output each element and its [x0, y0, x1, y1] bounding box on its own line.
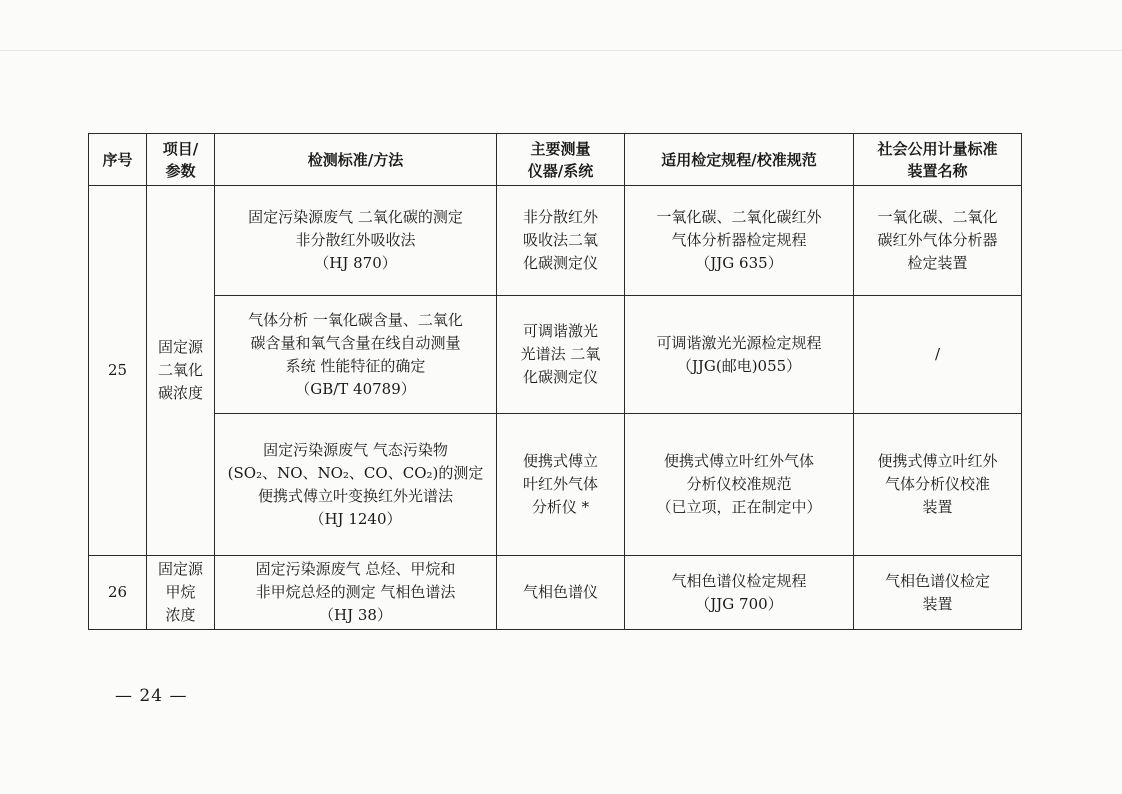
- header-item: 项目/ 参数: [147, 134, 215, 186]
- row-item-26: 固定源 甲烷 浓度: [147, 556, 215, 630]
- table-row: [89, 186, 1022, 296]
- row-method: 气体分析 一氧化碳含量、二氧化 碳含量和氧气含量在线自动测量 系统 性能特征的确定 （GB/T 40789）: [215, 296, 497, 414]
- row-method: 固定污染源废气 气态污染物 (SO₂、NO、NO₂、CO、CO₂)的测定 便携式傅立叶变换红外光谱法 （HJ 1240）: [215, 414, 497, 556]
- page-top-rule: [0, 50, 1122, 51]
- row-regulation: 一氧化碳、二氧化碳红外 气体分析器检定规程 （JJG 635）: [625, 186, 854, 296]
- table-row: [89, 296, 1022, 414]
- header-seq: 序号: [89, 134, 147, 186]
- header-device: 社会公用计量标准 装置名称: [854, 134, 1022, 186]
- row-instrument: 便携式傅立 叶红外气体 分析仪 *: [497, 414, 625, 556]
- table-header-row: [89, 134, 1022, 186]
- row-seq-25: 25: [89, 186, 147, 556]
- row-regulation: 便携式傅立叶红外气体 分析仪校准规范 （已立项，正在制定中）: [625, 414, 854, 556]
- row-device: 便携式傅立叶红外 气体分析仪校准 装置: [854, 414, 1022, 556]
- row-method: 固定污染源废气 二氧化碳的测定 非分散红外吸收法 （HJ 870）: [215, 186, 497, 296]
- header-regulation: 适用检定规程/校准规范: [625, 134, 854, 186]
- row-device: 气相色谱仪检定 装置: [854, 556, 1022, 630]
- header-instrument: 主要测量 仪器/系统: [497, 134, 625, 186]
- row-instrument: 非分散红外 吸收法二氧 化碳测定仪: [497, 186, 625, 296]
- row-instrument: 可调谐激光 光谱法 二氧 化碳测定仪: [497, 296, 625, 414]
- row-device: /: [854, 296, 1022, 414]
- page-number: — 24 —: [115, 686, 188, 706]
- row-seq-26: 26: [89, 556, 147, 630]
- table-row: [89, 414, 1022, 556]
- calibration-standards-table: [88, 133, 1022, 630]
- row-instrument: 气相色谱仪: [497, 556, 625, 630]
- row-device: 一氧化碳、二氧化 碳红外气体分析器 检定装置: [854, 186, 1022, 296]
- row-regulation: 气相色谱仪检定规程 （JJG 700）: [625, 556, 854, 630]
- row-item-25: 固定源 二氧化 碳浓度: [147, 186, 215, 556]
- row-regulation: 可调谐激光光源检定规程 （JJG(邮电)055）: [625, 296, 854, 414]
- header-method: 检测标准/方法: [215, 134, 497, 186]
- row-method: 固定污染源废气 总烃、甲烷和 非甲烷总烃的测定 气相色谱法 （HJ 38）: [215, 556, 497, 630]
- table-row: [89, 556, 1022, 630]
